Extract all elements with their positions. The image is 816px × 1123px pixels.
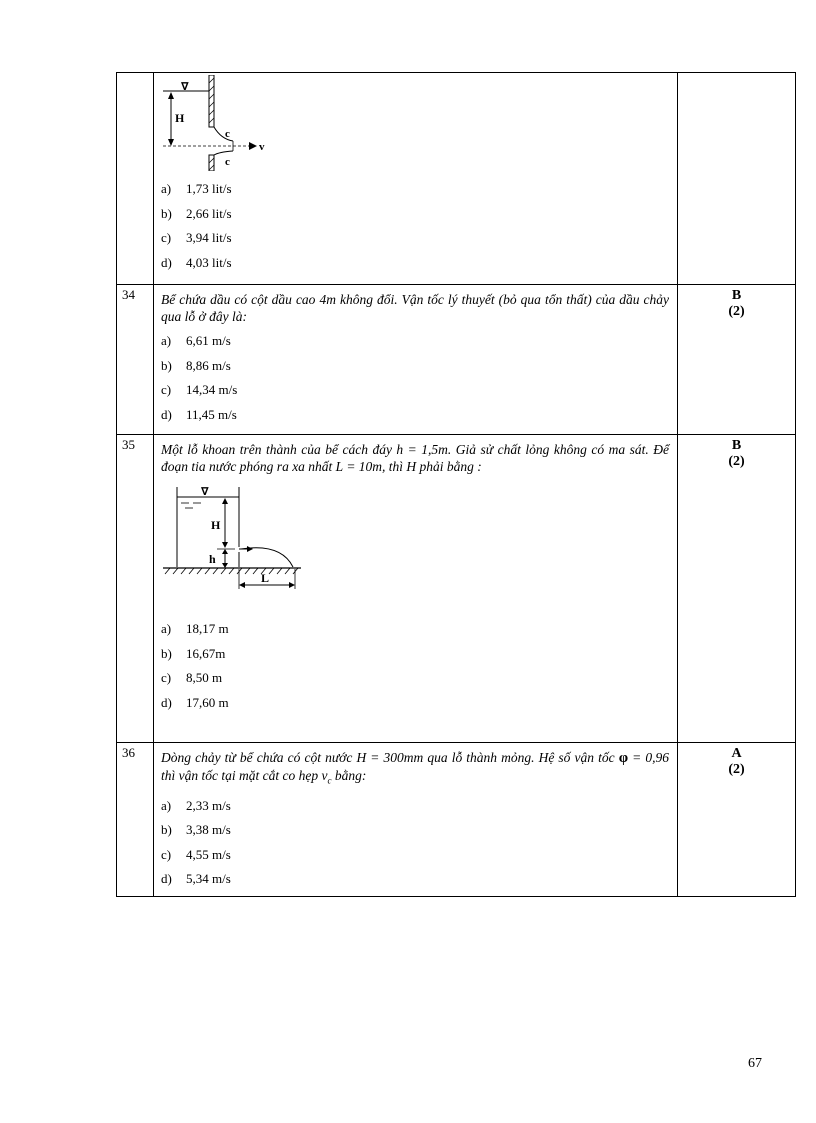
answer-cell [678, 73, 796, 285]
option-d: d) 5,34 m/s [161, 871, 231, 887]
height-h-label: h [209, 552, 216, 566]
question-content [154, 73, 678, 285]
question-number: 34 [117, 285, 154, 435]
height-H-label: H [211, 518, 221, 532]
question-row-35 [117, 435, 796, 743]
phi-symbol: φ [618, 750, 629, 766]
orifice-diagram [161, 75, 271, 171]
question-text: Dòng chảy từ bể chứa có cột nước H = 300mm qua lỗ thành mỏng. Hệ số vận tốc φ = 0,96 thì vận tốc tại mặt cắt co hẹp $v_c$ bằng: [161, 750, 669, 786]
answer-points: (2) [728, 454, 745, 469]
option-c: c) 8,50 m [161, 670, 223, 685]
option-a: a) 2,33 m/s [161, 797, 231, 813]
question-number: 36 [117, 743, 154, 897]
section-label-bottom: c [225, 156, 230, 168]
question-row-36 [117, 743, 796, 897]
option-c: c) 3,94 lit/s [161, 230, 232, 245]
option-d: d) 17,60 m [161, 694, 229, 710]
question-text: Bể chứa dầu có cột dầu cao 4m không đổi. Vận tốc lý thuyết (bỏ qua tổn thất) của dầu chảy qua lỗ ở đây là: [161, 292, 669, 324]
option-d: d) 11,45 m/s [161, 406, 237, 422]
tank-wall-lower [209, 155, 214, 171]
answer-options [161, 329, 669, 427]
distance-L-label: L [261, 571, 270, 585]
section-label-top: c [225, 128, 230, 140]
jet-arrow [247, 546, 253, 552]
option-b: b) 2,66 lit/s [161, 205, 232, 221]
option-c: c) 14,34 m/s [161, 382, 238, 397]
answer-letter: B [731, 438, 742, 453]
page-number: 67 [748, 1056, 762, 1071]
option-b: b) 16,67m [161, 645, 226, 661]
answer-options [161, 617, 669, 715]
tank-jet-diagram [161, 483, 311, 603]
option-a: a) 1,73 lit/s [161, 181, 232, 196]
question-number [117, 73, 154, 285]
question-row-34 [117, 285, 796, 435]
option-b: b) 3,38 m/s [161, 822, 231, 838]
option-c: c) 4,55 m/s [161, 846, 231, 862]
height-label: H [175, 111, 185, 125]
question-text: Một lỗ khoan trên thành của bể cách đáy h = 1,5m. Giả sử chất lỏng không có ma sát. Để đoạn tia nước phóng ra xa nhất L = 10m, thì H phải bằng : [161, 442, 669, 474]
question-number: 35 [117, 435, 154, 743]
velocity-arrow [249, 142, 257, 150]
answer-points: (2) [728, 304, 745, 319]
question-row-33-continued [117, 73, 796, 285]
answer-options [161, 794, 669, 892]
question-content [154, 285, 678, 435]
water-level-symbol: ∇ [181, 80, 189, 93]
option-a: a) 6,61 m/s [161, 333, 231, 348]
option-b: b) 8,86 m/s [161, 357, 231, 373]
question-table [116, 72, 796, 897]
answer-options [161, 177, 669, 275]
answer-cell [678, 285, 796, 435]
velocity-label: v [259, 141, 265, 153]
answer-letter: A [731, 746, 742, 761]
question-content [154, 743, 678, 897]
answer-letter: B [731, 288, 742, 303]
option-d: d) 4,03 lit/s [161, 254, 232, 270]
answer-points: (2) [728, 762, 745, 777]
water-level-symbol: ∇ [201, 485, 209, 498]
answer-cell [678, 743, 796, 897]
option-a: a) 18,17 m [161, 621, 229, 636]
answer-cell [678, 435, 796, 743]
question-content [154, 435, 678, 743]
